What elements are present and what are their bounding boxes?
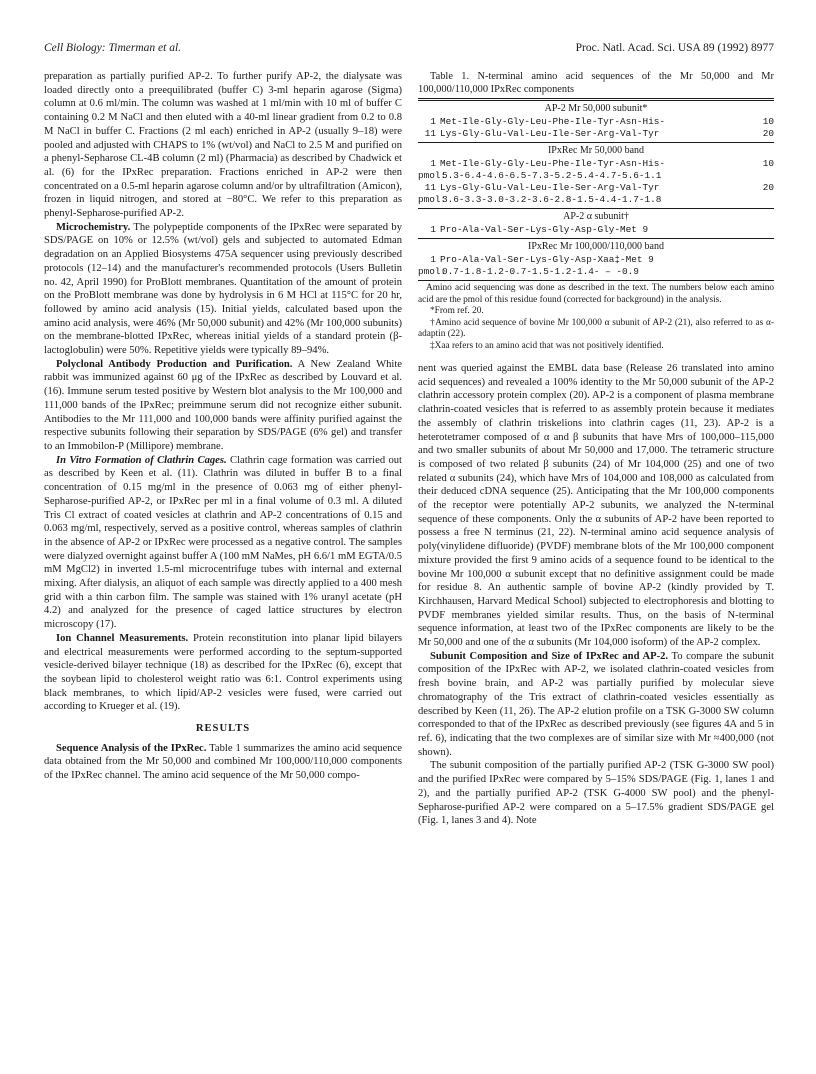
row-label: pmol:: [418, 194, 447, 205]
table-section-title: AP-2 Mr 50,000 subunit*: [544, 103, 648, 114]
table-row: [418, 224, 774, 236]
row-sequence: Pro-Ala-Val-Ser-Lys-Gly-Asp-Xaa‡-Met 9: [440, 254, 654, 265]
table-footnote: †Amino acid sequence of bovine Mr 100,000 α subunit of AP-2 (21), also referred to as α-adaptin (22).: [418, 317, 774, 339]
heading-sequence-analysis: Sequence Analysis of the IPxRec.: [56, 742, 207, 754]
paragraph-antibody: [44, 358, 402, 454]
row-end: 20: [762, 128, 774, 139]
table-row: [418, 266, 774, 278]
heading-subunit-composition: Subunit Composition and Size of IPxRec and AP-2.: [430, 650, 669, 662]
table-footnote: Amino acid sequencing was done as described in the text. The numbers below each amino acid are the pmol of this residue found (corrected for background) in the analysis.: [418, 283, 774, 305]
heading-clathrin-cages: In Vitro Formation of Clathrin Cages.: [56, 454, 227, 466]
row-start: 1: [430, 254, 436, 265]
heading-antibody: Polyclonal Antibody Production and Purification.: [56, 358, 293, 370]
table-rule-top: [418, 98, 774, 101]
row-end: 10: [762, 116, 774, 127]
row-end: 10: [762, 158, 774, 169]
text-ion-channel: Protein reconstitution into planar lipid bilayers and electrical measurements were performed according to the septum-supported vesicle-derived bilayer technique (18) as described for the IPxRec (6), except that the soybean lipid to cholesterol weight ratio was 6:1. Control experiments using black membranes, to which lipid/AP-2 vesicles were fused, were carried out according to Krueger et al. (19).: [44, 632, 402, 713]
row-end: 20: [762, 182, 774, 193]
paragraph-ion-channel: [44, 632, 402, 714]
row-sequence: Met-Ile-Gly-Gly-Leu-Phe-Ile-Tyr-Asn-His-: [440, 116, 666, 127]
row-start: 1: [430, 224, 436, 235]
row-start: 11: [424, 128, 436, 139]
table-row: [418, 194, 774, 206]
table-row: [418, 170, 774, 182]
paragraph-sequence-analysis: [44, 742, 402, 783]
table-rule-bottom: [418, 280, 774, 281]
row-start: 11: [424, 182, 436, 193]
paragraph-clathrin-cages: [44, 454, 402, 632]
row-sequence: Met-Ile-Gly-Gly-Leu-Phe-Ile-Tyr-Asn-His-: [440, 158, 666, 169]
table-row: [418, 116, 774, 128]
row-start: 1: [430, 158, 436, 169]
table-rule: [418, 142, 774, 143]
table-section-title: AP-2 α subunit†: [563, 211, 629, 222]
row-pmol: 5.3-6.4-4.6-6.5-7.3-5.2-5.4-4.7-5.6-1.1: [442, 170, 662, 181]
paragraph-sds-page: The subunit composition of the partially purified AP-2 (TSK G-3000 SW pool) and the purified IPxRec were compared by 5–15% SDS/PAGE (Fig. 1, lanes 1 and 2), and the partially purified AP-2 (TSK G-4000 SW pool) and the phenyl-Sepharose-purified AP-2 were compared on a 5–17.5% gradient SDS/PAGE gel (Fig. 1, lanes 3 and 4). Note: [418, 760, 774, 827]
right-column: [418, 70, 774, 828]
table-row: [418, 158, 774, 170]
row-pmol: 3.6-3.3-3.0-3.2-3.6-2.8-1.5-4.4-1.7-1.8: [442, 194, 662, 205]
heading-microchemistry: Microchemistry.: [56, 221, 131, 233]
spacer: [418, 352, 774, 362]
row-sequence: Lys-Gly-Glu-Val-Leu-Ile-Ser-Arg-Val-Tyr: [440, 128, 660, 139]
text-microchemistry: The polypeptide components of the IPxRec were separated by SDS/PAGE on 10% or 12.5% (wt/vol) gels and subjected to automated Edman degradation on an Applied Biosystems 475A sequencer using previously described protocols (12–14) and the manufacturer's recommended protocols (Users Bulletin no. 42, April 1990) for ProBlott membranes. Quantitation of the amount of protein on the ProBlott membrane was done by hydrolysis in 6 M HCl at 115°C for 20 hr, followed by amino acid analysis (15). Initial yields, calculated based upon the amino acid analysis, were 46% (Mr 50,000 subunit) and 42% (Mr 100,000 subunits) on the membrane-blotted IPxRec, whereas initial yields of a standard protein (β-lactoglobulin) were 50%. Repetitive yields were typically 89–94%.: [44, 221, 402, 357]
heading-ion-channel: Ion Channel Measurements.: [56, 632, 189, 644]
results-heading: RESULTS: [195, 723, 251, 735]
row-label: pmol:: [418, 170, 447, 181]
text-subunit-composition: To compare the subunit composition of the IPxRec with AP-2, we isolated clathrin-coated vesicles from fresh bovine brain, and AP-2 was partially purified by molecular sieve chromatography of the Tris extract of clathrin-coated vesicles essentially as described by Keen (11, 26). The AP-2 elution profile on a TSK G-3000 SW column corresponded to that of the IPxRec as described previously (see figures 4A and 5 in ref. 6), indicating that the two complexes are of similar size with Mr ≈400,000 (not shown).: [418, 650, 774, 758]
running-header-left: Cell Biology: Timerman et al.: [44, 42, 182, 54]
table-footnote: *From ref. 20.: [430, 306, 484, 316]
table-rule: [418, 238, 774, 239]
text-sequence-analysis: Table 1 summarizes the amino acid sequence data obtained from the Mr 50,000 and combined Mr 100,000/110,000 components of the IPxRec channel. The amino acid sequence of the Mr 50,000 compo-: [44, 742, 402, 782]
row-pmol: 0.7-1.8-1.2-0.7-1.5-1.2-1.4- – -0.9: [442, 266, 639, 277]
table-footnote: ‡Xaa refers to an amino acid that was not positively identified.: [430, 340, 664, 351]
text-antibody: A New Zealand White rabbit was immunized against 60 μg of the IPxRec as described by Louvard et al. (16). Immune serum tested positive by Western blot analysis to the Mr 100,000 and 111,000 bands of the IPxRec; preimmune serum did not recognize either subunit. Antibodies to the Mr 111,000 and 100,000 bands were affinity purified against the respective subunits following their separation by SDS/PAGE (6% gel) and transfer to an Immobilon-P (Millipore) membrane.: [44, 358, 402, 452]
paragraph-microchemistry: [44, 221, 402, 358]
paragraph-ap2-purification: preparation as partially purified AP-2. To further purify AP-2, the dialysate was loaded directly onto a preequilibrated (buffer C) 3-ml heparin agarose (Sigma) column at 0.6 ml/min. The column was washed at 1 ml/min with 10 ml of buffer C containing 0.2 M NaCl and then eluted with a 40-ml linear gradient from 0.2 to 0.8 M NaCl in buffer C. Fractions (2 ml each) enriched in AP-2 (usually 9–18) were pooled and adjusted with CHAPS to 1% (wt/vol) and NaCl to 2.5 M and purified on a phenyl-Sepharose CL-4B column (2 ml) (Pharmacia) as described by Chadwick et al. (6) for the IPxRec preparation. Fractions enriched in AP-2 were then concentrated on a 0.5-ml heparin agarose column and/or by ultrafiltration (Amicon), frozen in liquid nitrogen, and stored at −80°C. We refer to this preparation as phenyl-Sepharose-purified AP-2.: [44, 71, 402, 220]
paragraph-ap2-identity: nent was queried against the EMBL data base (Release 26 translated into amino acid sequences) and revealed a 100% identity to the Mr 50,000 subunit of the AP-2 clathrin accessory protein complex (20). AP-2 is a component of plasma membrane clathrin-coated vesicles that is referred to as assembly protein because it mediates the assembly of clathrin triskelions into clathrin cages (11, 23). AP-2 is a heterotetramer composed of α and β subunits that have Mrs of 100,000–115,000 and two smaller subunits of about Mr 50,000 and 17,000. The tetrameric structure is composed of two related β subunits (24) of Mr 104,000 (25) and one of two related α subunits (24), which have Mrs of 104,000 and 108,000 as calculated from their deduced cDNA sequence (25). Anticipating that the Mr 100,000 components of the receptor were potentially AP-2 subunits, we analyzed the N-terminal sequence of these components. Only the α subunits of AP-2 have been reported to possess a free N terminus (21, 22). N-terminal amino acid sequence analysis of poly(vinylidene difluoride) (PVDF) membrane blots of the Mr 100,000 component mixture provided the first 9 amino acids of a sequence found to be identical to the bovine Mr 100,000 α subunit except that no definitive assignment could be made for residue 8. An authentic sample of bovine AP-2 (kindly provided by T. Kirchhausen, Harvard Medical School) subjected to electrophoresis and blotting to PVDF membranes yielded similar results. Thus, on the basis of N-terminal sequence information, at least two of the IPxRec components are likely to be the Mr 50,000 and one of the α subunits (Mr 104,000 isoform) of the AP-2 complex.: [418, 363, 774, 649]
running-header-right: Proc. Natl. Acad. Sci. USA 89 (1992) 8977: [575, 42, 774, 54]
text-clathrin-cages: Clathrin cage formation was carried out as described by Keen et al. (11). Clathrin was diluted in buffer B to a final concentration of 0.15 mg/ml in the presence of 0.063 mg of either phenyl-Sepharose-purified AP-2, or IPxRec per ml in a final volume of 0.3 ml. A diluted Tris Cl extract of coated vesicles at clathrin and AP-2 concentrations of 0.15 and 0.063 mg/ml, respectively, served as a positive control, whereas samples of clathrin in the absence of AP-2 or IPxRec were processed as a negative control. The samples were dialyzed overnight against buffer A (100 mM NaMes, pH 6.6/1 mM EGTA/0.5 mM MgCl2) in inverted 1.5-ml microcentrifuge tubes with internal and external mixing. After dialysis, an aliquot of each sample was directly applied to a 400 mesh grid with a thin carbon film. The sample was stained with 1% uranyl acetate (pH 4.2) and analyzed for the presence of caged lattice structures by electron microscopy (17).: [44, 454, 402, 631]
table-body: [418, 98, 774, 281]
row-label: pmol:: [418, 266, 447, 277]
table-caption: Table 1. N-terminal amino acid sequences of the Mr 50,000 and Mr 100,000/110,000 IPxRec components: [418, 71, 774, 95]
left-column: [44, 70, 402, 783]
paragraph-subunit-composition: [418, 650, 774, 760]
table-1: [418, 70, 774, 352]
row-start: 1: [430, 116, 436, 127]
table-section-title: IPxRec Mr 50,000 band: [547, 145, 645, 156]
table-row: [418, 254, 774, 266]
table-row: [418, 128, 774, 140]
row-sequence: Pro-Ala-Val-Ser-Lys-Gly-Asp-Gly-Met 9: [440, 224, 649, 235]
table-row: [418, 182, 774, 194]
row-sequence: Lys-Gly-Glu-Val-Leu-Ile-Ser-Arg-Val-Tyr: [440, 182, 660, 193]
table-section-title: IPxRec Mr 100,000/110,000 band: [527, 241, 664, 252]
table-rule: [418, 208, 774, 209]
